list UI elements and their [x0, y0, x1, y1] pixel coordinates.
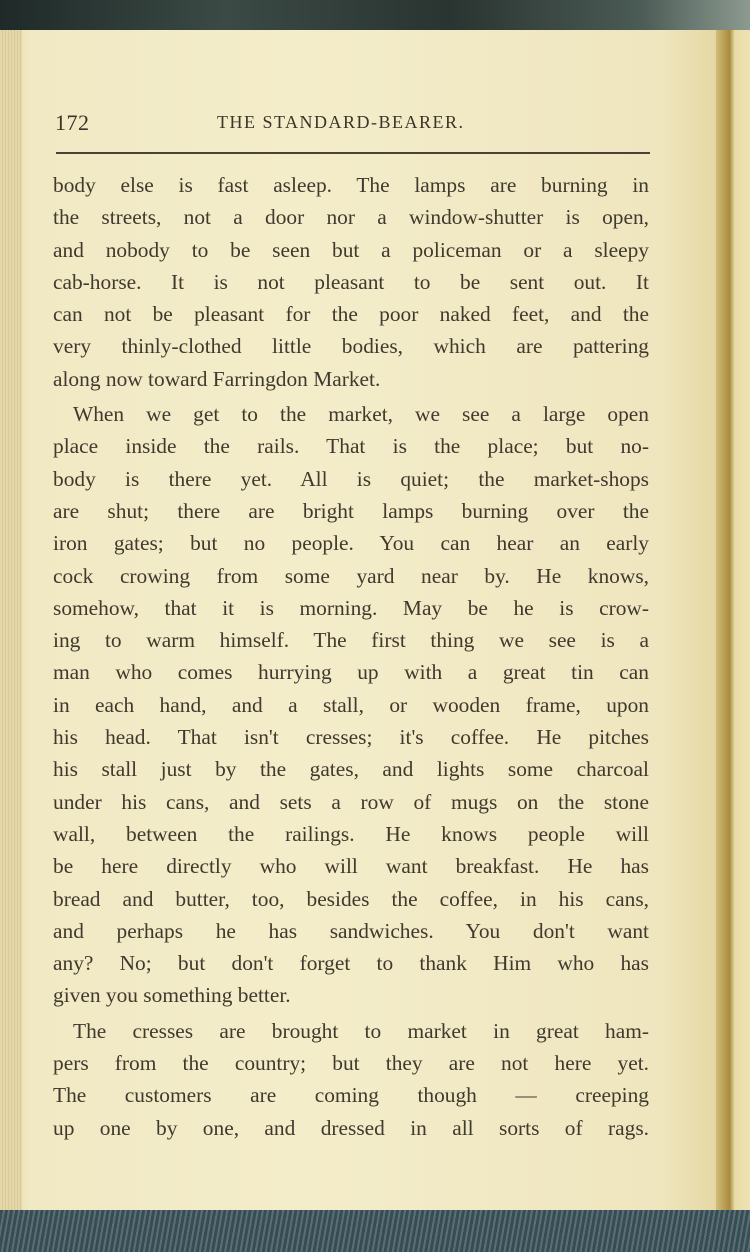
text-line: his head. That isn't cresses; it's coffee. He pitches — [53, 725, 649, 750]
paragraph — [53, 169, 649, 395]
text-line: body is there yet. All is quiet; the market-shops — [53, 466, 649, 491]
text-line: and nobody to be seen but a policeman or a sleepy — [53, 237, 649, 262]
text-line: can not be pleasant for the poor naked feet, and the — [53, 302, 649, 327]
text-line: given you something better. — [53, 983, 291, 1008]
text-line: wall, between the railings. He knows people will — [53, 821, 649, 846]
running-title: THE STANDARD-BEARER. — [217, 112, 465, 132]
book-binding-top — [0, 0, 750, 30]
text-line: cock crowing from some yard near by. He knows, — [53, 563, 649, 588]
text-line: be here directly who will want breakfast. He has — [53, 854, 649, 879]
text-line: cab-horse. It is not pleasant to be sent out. It — [53, 269, 649, 294]
text-line: iron gates; but no people. You can hear an early — [53, 531, 649, 556]
book-binding-bottom — [0, 1210, 750, 1252]
text-line: are shut; there are bright lamps burning over the — [53, 498, 649, 523]
text-line: under his cans, and sets a row of mugs on the stone — [53, 789, 649, 814]
text-line: somehow, that it is morning. May be he is crow- — [53, 595, 649, 620]
text-line: body else is fast asleep. The lamps are burning in — [53, 173, 649, 197]
text-line: and perhaps he has sandwiches. You don't want — [53, 918, 649, 943]
text-line: pers from the country; but they are not here yet. — [53, 1051, 649, 1076]
page-curl-right-edge — [716, 30, 750, 1210]
paragraph — [53, 398, 649, 1012]
text-line: The customers are coming though — creeping — [53, 1083, 649, 1108]
text-line: man who comes hurrying up with a great tin can — [53, 660, 649, 685]
text-line: the streets, not a door nor a window-shutter is open, — [53, 205, 649, 230]
running-header — [55, 110, 650, 138]
text-line: bread and butter, too, besides the coffee, in his cans, — [53, 886, 649, 911]
text-line: When we get to the market, we see a large open — [73, 402, 649, 427]
text-line: very thinly-clothed little bodies, which are pattering — [53, 334, 649, 359]
text-line: up one by one, and dressed in all sorts of rags. — [53, 1115, 649, 1140]
page-stack-left-edge — [0, 30, 22, 1210]
body-text — [53, 169, 649, 1144]
text-line: place inside the rails. That is the place; but no- — [53, 434, 649, 459]
text-line: The cresses are brought to market in great ham- — [73, 1018, 649, 1043]
text-line: ing to warm himself. The first thing we see is a — [53, 628, 649, 653]
header-rule — [56, 152, 650, 154]
text-line: his stall just by the gates, and lights some charcoal — [53, 757, 649, 782]
text-line: along now toward Farringdon Market. — [53, 366, 381, 391]
page-number: 172 — [55, 110, 90, 135]
paragraph — [53, 1015, 649, 1144]
text-line: in each hand, and a stall, or wooden frame, upon — [53, 692, 649, 717]
text-line: any? No; but don't forget to thank Him who has — [53, 951, 649, 976]
